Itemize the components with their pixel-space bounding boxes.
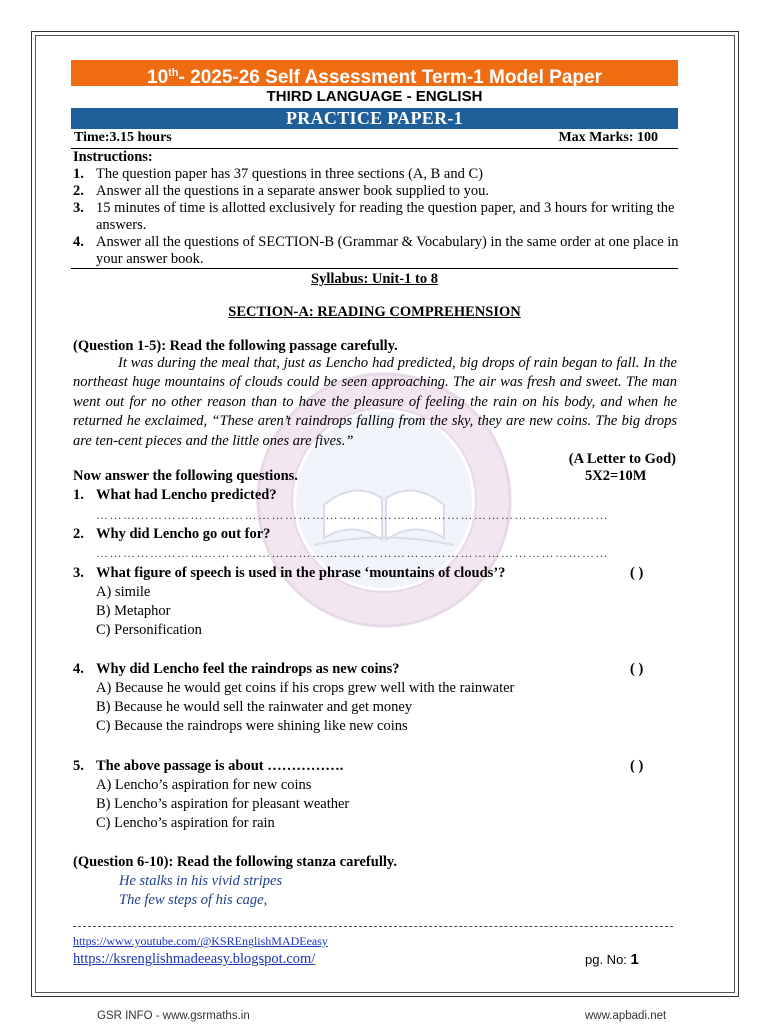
youtube-link[interactable]: https://www.youtube.com/@KSREnglishMADEeasy [73, 934, 328, 948]
source-credit-left: GSR INFO - www.gsrmaths.in [97, 1010, 250, 1022]
question-text: What had Lencho predicted? [96, 487, 277, 503]
instruction-item [73, 200, 680, 234]
instruction-number: 2. [73, 183, 84, 199]
answer-line: …………………………………………………………………………………………………… [96, 508, 609, 522]
instruction-number: 4. [73, 234, 84, 250]
instruction-item [73, 234, 680, 268]
answer-bracket: ( ) [630, 661, 644, 677]
instructions-list [73, 166, 680, 268]
title-grade: 10 [147, 67, 169, 88]
passage1-heading: (Question 1-5): Read the following passage carefully. [73, 338, 398, 354]
option-b: B) Metaphor [96, 603, 171, 619]
stanza-line: The few steps of his cage, [119, 892, 268, 908]
question-text: The above passage is about ……………. [96, 758, 344, 774]
subject-title: THIRD LANGUAGE - ENGLISH [266, 88, 483, 105]
instruction-text: Answer all the questions of SECTION-B (Grammar & Vocabulary) in the same order at one place in your answer book. [96, 234, 679, 267]
question-number: 1. [73, 487, 84, 503]
divider-instructions [71, 268, 678, 269]
option-c: C) Lencho’s aspiration for rain [96, 815, 275, 831]
stanza-line: He stalks in his vivid stripes [119, 873, 283, 889]
instruction-text: 15 minutes of time is allotted exclusively for reading the question paper, and 3 hours for writing the answers. [96, 200, 675, 233]
passage1-source: (A Letter to God) [568, 451, 676, 467]
question-number: 2. [73, 526, 84, 542]
source-credit-right: www.apbadi.net [585, 1010, 667, 1022]
exam-meta-row [71, 130, 678, 148]
title-grade-suffix: th [168, 67, 179, 79]
instruction-text: The question paper has 37 questions in three sections (A, B and C) [96, 166, 483, 182]
page-number-value: 1 [630, 951, 639, 968]
title-text: - 2025-26 Self Assessment Term-1 Model Paper [178, 67, 602, 88]
option-a: A) Lencho’s aspiration for new coins [96, 777, 312, 793]
practice-paper-bar: PRACTICE PAPER-1 [71, 108, 678, 129]
instruction-item [73, 183, 680, 200]
paper-title-banner [71, 60, 678, 86]
question-number: 4. [73, 661, 84, 677]
divider-top [71, 148, 678, 149]
instruction-number: 1. [73, 166, 84, 182]
option-c: C) Personification [96, 622, 202, 638]
question-number: 3. [73, 565, 84, 581]
passage2-heading: (Question 6-10): Read the following stanza carefully. [73, 854, 397, 870]
instruction-item [73, 166, 680, 183]
answer-bracket: ( ) [630, 565, 644, 581]
blog-link[interactable]: https://ksrenglishmadeeasy.blogspot.com/ [73, 951, 316, 967]
question-text: Why did Lencho feel the raindrops as new coins? [96, 661, 400, 677]
marks-scheme: 5X2=10M [585, 468, 647, 484]
option-c: C) Because the raindrops were shining like new coins [96, 718, 408, 734]
passage1-body: It was during the meal that, just as Lencho had predicted, big drops of rain began to fall. In the northeast huge mountains of clouds could be seen approaching. The air was fresh and sweet. The man went out for no other reason than to have the pleasure of feeling the rain on his body, and when he returned he exclaimed, “These aren’t raindrops falling from the sky, they are new coins. The big drops are ten-cent pieces and the little ones are fives.” [73, 355, 677, 449]
option-b: B) Lencho’s aspiration for pleasant weather [96, 796, 350, 812]
instruction-number: 3. [73, 200, 84, 216]
answer-bracket: ( ) [630, 758, 644, 774]
question-number: 5. [73, 758, 84, 774]
footer-divider [73, 926, 673, 927]
instructions-heading: Instructions: [73, 149, 153, 165]
question-text: Why did Lencho go out for? [96, 526, 271, 542]
option-a: A) Because he would get coins if his crops grew well with the rainwater [96, 680, 515, 696]
question-text: What figure of speech is used in the phrase ‘mountains of clouds’? [96, 565, 506, 581]
page-number [585, 951, 639, 968]
questions-prompt: Now answer the following questions. [73, 468, 298, 484]
exam-max-marks: Max Marks: 100 [558, 130, 658, 145]
option-b: B) Because he would sell the rainwater and get money [96, 699, 413, 715]
option-a: A) simile [96, 584, 151, 600]
page-number-label: pg. No: [585, 952, 627, 967]
answer-line: …………………………………………………………………………………………………… [96, 546, 609, 560]
passage1-text [73, 354, 677, 451]
section-a-heading: SECTION-A: READING COMPREHENSION [228, 304, 521, 320]
exam-time: Time:3.15 hours [74, 130, 172, 145]
instruction-text: Answer all the questions in a separate answer book supplied to you. [96, 183, 490, 199]
syllabus-label: Syllabus: Unit-1 to 8 [311, 271, 438, 287]
